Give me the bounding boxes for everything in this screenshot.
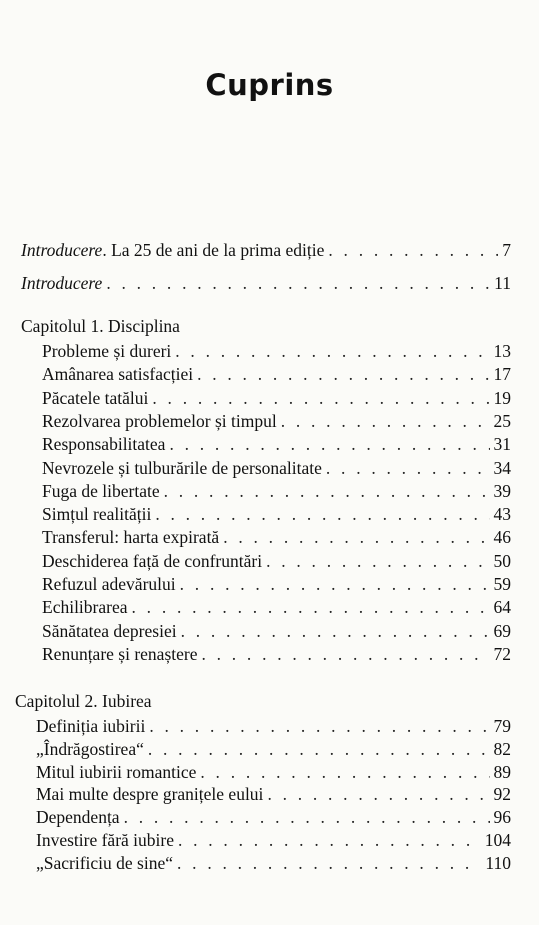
entry-page-number: 110: [485, 852, 511, 873]
leader-dots: [200, 761, 489, 783]
entry-page-number: 39: [493, 480, 511, 501]
entry-label: Transferul: harta expirată: [42, 527, 220, 548]
leader-dots: [106, 272, 490, 294]
leader-dots: [281, 410, 490, 432]
entry-label: Definiția iubirii: [36, 716, 146, 736]
chapter-heading-1: Capitolul 1. Disciplina: [21, 316, 180, 336]
entry-page-number: 7: [502, 240, 511, 260]
entry-page-number: 104: [484, 830, 511, 850]
entry-page-number: 89: [493, 761, 511, 782]
entry-label: Investire fără iubire: [36, 830, 174, 850]
entry-page-number: 34: [493, 457, 511, 478]
leader-dots: [152, 387, 489, 409]
entry-label: Responsabilitatea: [42, 434, 166, 455]
entry-page-number: 69: [493, 620, 511, 641]
leader-dots: [155, 503, 489, 525]
toc-entry[interactable]: [36, 806, 511, 828]
leader-dots: [267, 783, 489, 805]
entry-label: Nevrozele și tulburările de personalitate: [42, 457, 322, 478]
entry-label: Dependența: [36, 807, 120, 828]
entry-label: Amânarea satisfacției: [42, 364, 194, 385]
leader-dots: [178, 829, 481, 851]
entry-label: Echilibrarea: [42, 597, 128, 618]
toc-entry[interactable]: [36, 761, 511, 783]
entry-page-number: 96: [493, 807, 511, 828]
entry-page-number: 82: [493, 738, 511, 759]
entry-page-number: 64: [493, 597, 511, 618]
toc-entry[interactable]: [42, 480, 511, 502]
leader-dots: [164, 480, 490, 502]
chapter-heading-2: Capitolul 2. Iubirea: [15, 691, 152, 711]
leader-dots: [148, 738, 490, 760]
toc-entry[interactable]: [42, 643, 511, 665]
toc-entry[interactable]: [42, 433, 511, 455]
entry-page-number: 25: [493, 410, 511, 431]
toc-entry[interactable]: [36, 738, 511, 760]
toc-entry[interactable]: [36, 783, 511, 805]
leader-dots: [328, 239, 498, 261]
leader-dots: [326, 457, 490, 479]
toc-entry[interactable]: [42, 596, 511, 618]
entry-label: Sănătatea depresiei: [42, 620, 177, 641]
entry-label: Deschiderea față de confruntări: [42, 550, 263, 571]
entry-label: Păcatele tatălui: [42, 387, 149, 408]
entry-label: Rezolvarea problemelor și timpul: [42, 410, 277, 431]
toc-entry[interactable]: [42, 340, 511, 362]
toc-entry[interactable]: [42, 363, 511, 385]
entry-label-italic: Introducere: [21, 240, 103, 260]
toc-entry[interactable]: [42, 550, 511, 572]
toc-entry[interactable]: [36, 715, 511, 737]
toc-entry-intro-anniversary[interactable]: [21, 239, 511, 261]
entry-page-number: 79: [493, 716, 511, 736]
leader-dots: [132, 596, 490, 618]
toc-entry-intro[interactable]: [21, 272, 511, 294]
entry-label: Mai multe despre granițele eului: [36, 784, 264, 805]
entry-page-number: 72: [493, 643, 511, 664]
entry-page-number: 31: [493, 434, 511, 455]
entry-page-number: 11: [494, 273, 511, 293]
leader-dots: [124, 806, 490, 828]
entry-page-number: 46: [493, 527, 511, 548]
entry-page-number: 13: [493, 341, 511, 361]
entry-page-number: 50: [493, 550, 511, 571]
leader-dots: [223, 526, 489, 548]
entry-page-number: 19: [493, 387, 511, 408]
entry-page-number: 59: [493, 574, 511, 594]
leader-dots: [169, 433, 489, 455]
entry-label: Simțul realității: [42, 504, 152, 525]
page-title: Cuprins: [205, 68, 334, 102]
toc-entry[interactable]: [42, 387, 511, 409]
entry-page-number: 92: [493, 784, 511, 805]
toc-entry[interactable]: [36, 829, 511, 851]
entry-label: „Îndrăgostirea“: [36, 738, 144, 759]
toc-entry[interactable]: [42, 457, 511, 479]
leader-dots: [180, 573, 490, 595]
leader-dots: [181, 620, 490, 642]
toc-entry[interactable]: [42, 503, 511, 525]
leader-dots: [201, 643, 489, 665]
entry-label: Renunțare și renaștere: [42, 643, 198, 664]
entry-label-italic: Introducere: [21, 273, 103, 293]
toc-entry[interactable]: [42, 620, 511, 642]
leader-dots: [266, 550, 489, 572]
leader-dots: [197, 363, 489, 385]
toc-entry[interactable]: [42, 526, 511, 548]
leader-dots: [175, 340, 489, 362]
toc-entry[interactable]: [42, 573, 511, 595]
entry-page-number: 17: [493, 364, 511, 385]
entry-label: Mitul iubirii romantice: [36, 761, 197, 782]
entry-label-rest: . La 25 de ani de la prima ediție: [102, 240, 325, 260]
entry-label: „Sacrificiu de sine“: [36, 852, 174, 873]
entry-label: Fuga de libertate: [42, 480, 160, 501]
entry-page-number: 43: [493, 504, 511, 525]
toc-entry[interactable]: [42, 410, 511, 432]
entry-label: Refuzul adevărului: [42, 574, 176, 594]
entry-label: Probleme și dureri: [42, 341, 172, 361]
leader-dots: [177, 852, 481, 874]
toc-entry[interactable]: [36, 852, 511, 874]
leader-dots: [149, 715, 489, 737]
